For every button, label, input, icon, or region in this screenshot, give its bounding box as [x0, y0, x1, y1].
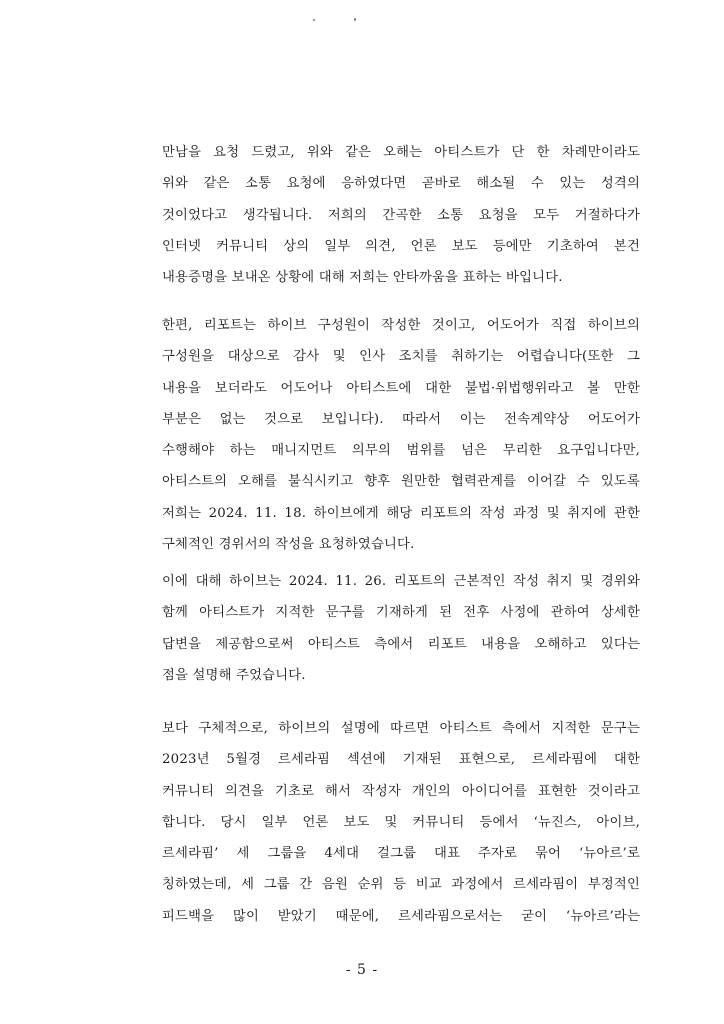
text-line: 함께 아티스트가 지적한 문구를 기재하게 된 전후 사정에 관하여 상세한 — [162, 605, 640, 621]
paragraph — [162, 137, 640, 293]
text-line: 2023년 5월경 르세라핌 섹션에 기재된 표현으로, 르세라핌에 대한 — [162, 752, 640, 768]
text-line: 이에 대해 하이브는 2024. 11. 26. 리포트의 근본적인 작성 취지 및 경위와 — [162, 574, 640, 589]
text-line: 위와 같은 소통 요청에 응하였다면 곧바로 해소될 수 있는 성격의 — [162, 176, 640, 192]
text-line: 내용증명을 보내온 상황에 대해 저희는 안타까움을 표하는 바입니다. — [162, 270, 563, 286]
text-line: 답변을 제공함으로써 아티스트 측에서 리포트 내용을 오해하고 있다는 — [162, 636, 640, 652]
text-line: 부분은 없는 것으로 보입니다). 따라서 이는 전속계약상 어도어가 — [162, 411, 640, 427]
text-line: 아티스트의 오해를 불식시키고 향후 원만한 협력관계를 이어갈 수 있도록 — [162, 474, 640, 490]
text-line: 점을 설명해 주었습니다. — [162, 667, 306, 683]
text-line: 피드백을 많이 받았기 때문에, 르세라핌으로서는 굳이 ‘뉴아르’라는 — [162, 908, 640, 924]
text-line: 만남을 요청 드렸고, 위와 같은 오해는 아티스트가 단 한 차례만이라도 — [162, 145, 640, 160]
scan-speck — [313, 19, 315, 21]
text-line: 내용을 보더라도 어도어나 아티스트에 대한 불법·위법행위라고 볼 만한 — [162, 380, 640, 396]
text-line: 합니다. 당시 일부 언론 보도 및 커뮤니티 등에서 ‘뉴진스, 아이브, — [162, 814, 640, 830]
text-line: 구성원을 대상으로 감사 및 인사 조치를 취하기는 어렵습니다(또한 그 — [162, 349, 640, 365]
text-line: 칭하였는데, 세 그룹 간 음원 순위 등 비교 과정에서 르세라핌이 부정적인 — [162, 877, 640, 893]
page-number: - 5 - — [345, 962, 379, 978]
text-line: 수행해야 하는 매니지먼트 의무의 범위를 넘은 무리한 요구입니다만, — [162, 443, 640, 459]
text-line: 보다 구체적으로, 하이브의 설명에 따르면 아티스트 측에서 지적한 문구는 — [162, 721, 640, 736]
text-line: 인터넷 커뮤니티 상의 일부 의견, 언론 보도 등에만 기초하여 본건 — [162, 238, 640, 254]
text-line: 커뮤니티 의견을 기초로 해서 작성자 개인의 아이디어를 표현한 것이라고 — [162, 783, 640, 799]
text-line: 저희는 2024. 11. 18. 하이브에게 해당 리포트의 작성 과정 및 취지에 관한 — [162, 505, 640, 521]
paragraph — [162, 713, 640, 932]
text-line: 르세라핌’ 세 그룹을 4세대 걸그룹 대표 주자로 묶어 ‘뉴아르’로 — [162, 846, 640, 862]
text-line: 것이었다고 생각됩니다. 저희의 간곡한 소통 요청을 모두 거절하다가 — [162, 207, 640, 223]
text-line: 구체적인 경위서의 작성을 요청하였습니다. — [162, 537, 415, 553]
text-line: 한편, 리포트는 하이브 구성원이 작성한 것이고, 어도어가 직접 하이브의 — [162, 318, 640, 333]
paragraph — [162, 310, 640, 560]
paragraph — [162, 566, 640, 691]
scan-speck — [354, 18, 356, 21]
